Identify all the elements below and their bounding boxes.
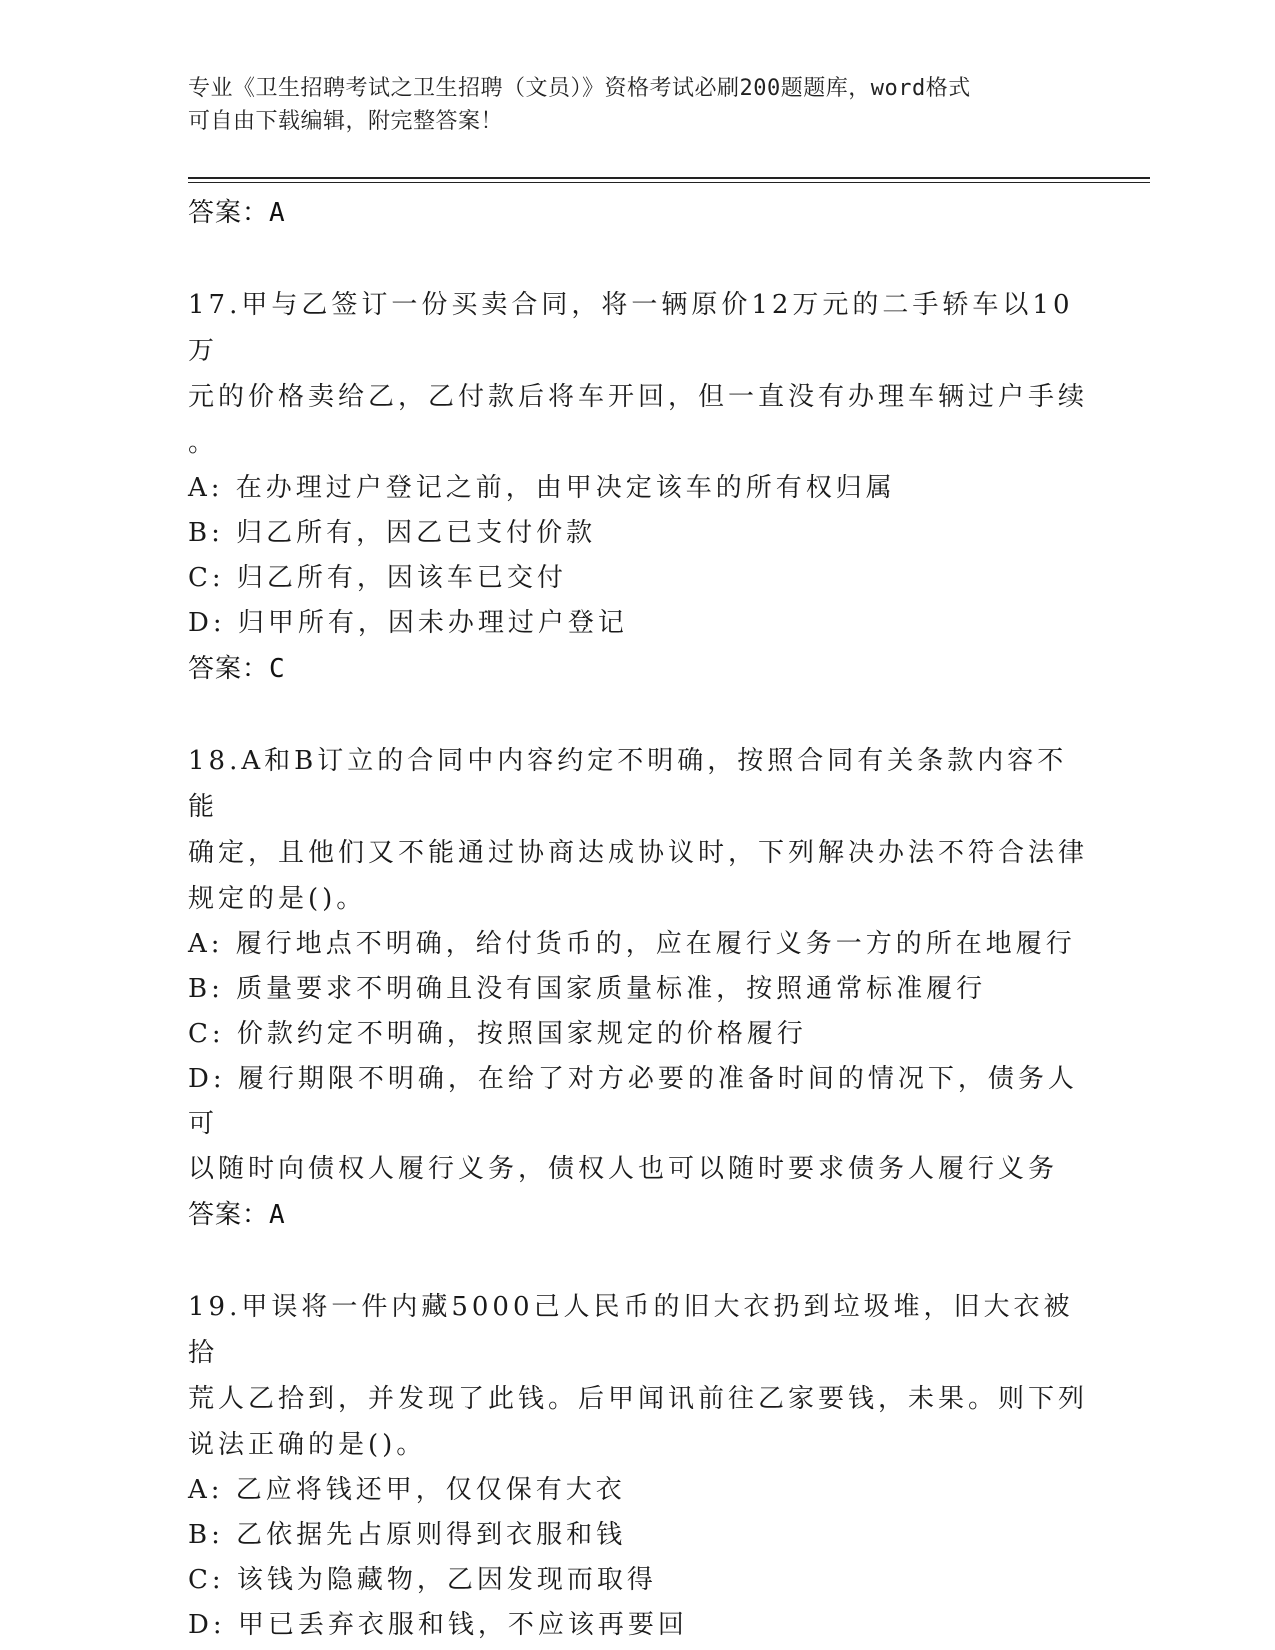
option-a: A: 履行地点不明确，给付货币的，应在履行义务一方的所在地履行 [188, 929, 1076, 959]
option-d: D: 归甲所有，因未办理过户登记 [188, 608, 628, 638]
answer-17 [188, 646, 1088, 692]
header-title-line-2: 可自由下载编辑，附完整答案！ [188, 109, 504, 134]
header-divider [188, 177, 1150, 179]
stem-line: 19.甲误将一件内藏5000己人民币的旧大衣扔到垃圾堆，旧大衣被拾 [188, 1292, 1074, 1368]
option-a: A: 乙应将钱还甲，仅仅保有大衣 [188, 1475, 626, 1505]
answer-18 [188, 1192, 1088, 1238]
option-d: D: 履行期限不明确，在给了对方必要的准备时间的情况下，债务人可 [188, 1064, 1078, 1139]
answer-value: C [269, 654, 286, 684]
stem-line: 17.甲与乙签订一份买卖合同，将一辆原价12万元的二手轿车以10万 [188, 290, 1074, 366]
option-b: B: 乙依据先占原则得到衣服和钱 [188, 1520, 627, 1550]
stem-line: 说法正确的是()。 [188, 1430, 427, 1460]
answer-16 [188, 190, 1088, 236]
option-b: B: 归乙所有，因乙已支付价款 [188, 518, 597, 548]
option-c: C: 该钱为隐藏物，乙因发现而取得 [188, 1565, 657, 1595]
stem-line: 元的价格卖给乙，乙付款后将车开回，但一直没有办理车辆过户手续 [188, 382, 1089, 412]
option-c: C: 归乙所有，因该车已交付 [188, 563, 567, 593]
stem-line: 规定的是()。 [188, 884, 367, 914]
option-a: A: 在办理过户登记之前，由甲决定该车的所有权归属 [188, 473, 896, 503]
answer-value: A [269, 198, 286, 228]
stem-line: 荒人乙拾到，并发现了此钱。后甲闻讯前往乙家要钱，未果。则下列 [188, 1384, 1089, 1414]
option-d-continued: 以随时向债权人履行义务，债权人也可以随时要求债务人履行义务 [188, 1154, 1059, 1184]
question-19 [188, 1284, 1088, 1648]
question-stem [188, 1284, 1088, 1468]
page-header [188, 72, 1068, 138]
header-divider-thin [188, 182, 1150, 183]
question-18 [188, 738, 1088, 1238]
question-stem [188, 738, 1088, 922]
answer-label: 答案： [188, 1200, 270, 1230]
option-d: D: 甲已丢弃衣服和钱，不应该再要回 [188, 1610, 688, 1640]
question-stem [188, 282, 1088, 466]
answer-value: A [269, 1200, 286, 1230]
option-c: C: 价款约定不明确，按照国家规定的价格履行 [188, 1019, 807, 1049]
option-b: B: 质量要求不明确且没有国家质量标准，按照通常标准履行 [188, 974, 987, 1004]
answer-label: 答案： [188, 654, 270, 684]
header-title-line-1: 专业《卫生招聘考试之卫生招聘（文员）》资格考试必刷200题题库，word格式 [188, 76, 971, 101]
question-content [188, 190, 1088, 1648]
answer-label: 答案： [188, 198, 270, 228]
question-17 [188, 282, 1088, 692]
stem-line: 。 [188, 428, 219, 458]
stem-line: 18.A和B订立的合同中内容约定不明确，按照合同有关条款内容不能 [188, 746, 1068, 822]
stem-line: 确定，且他们又不能通过协商达成协议时，下列解决办法不符合法律 [188, 838, 1089, 868]
